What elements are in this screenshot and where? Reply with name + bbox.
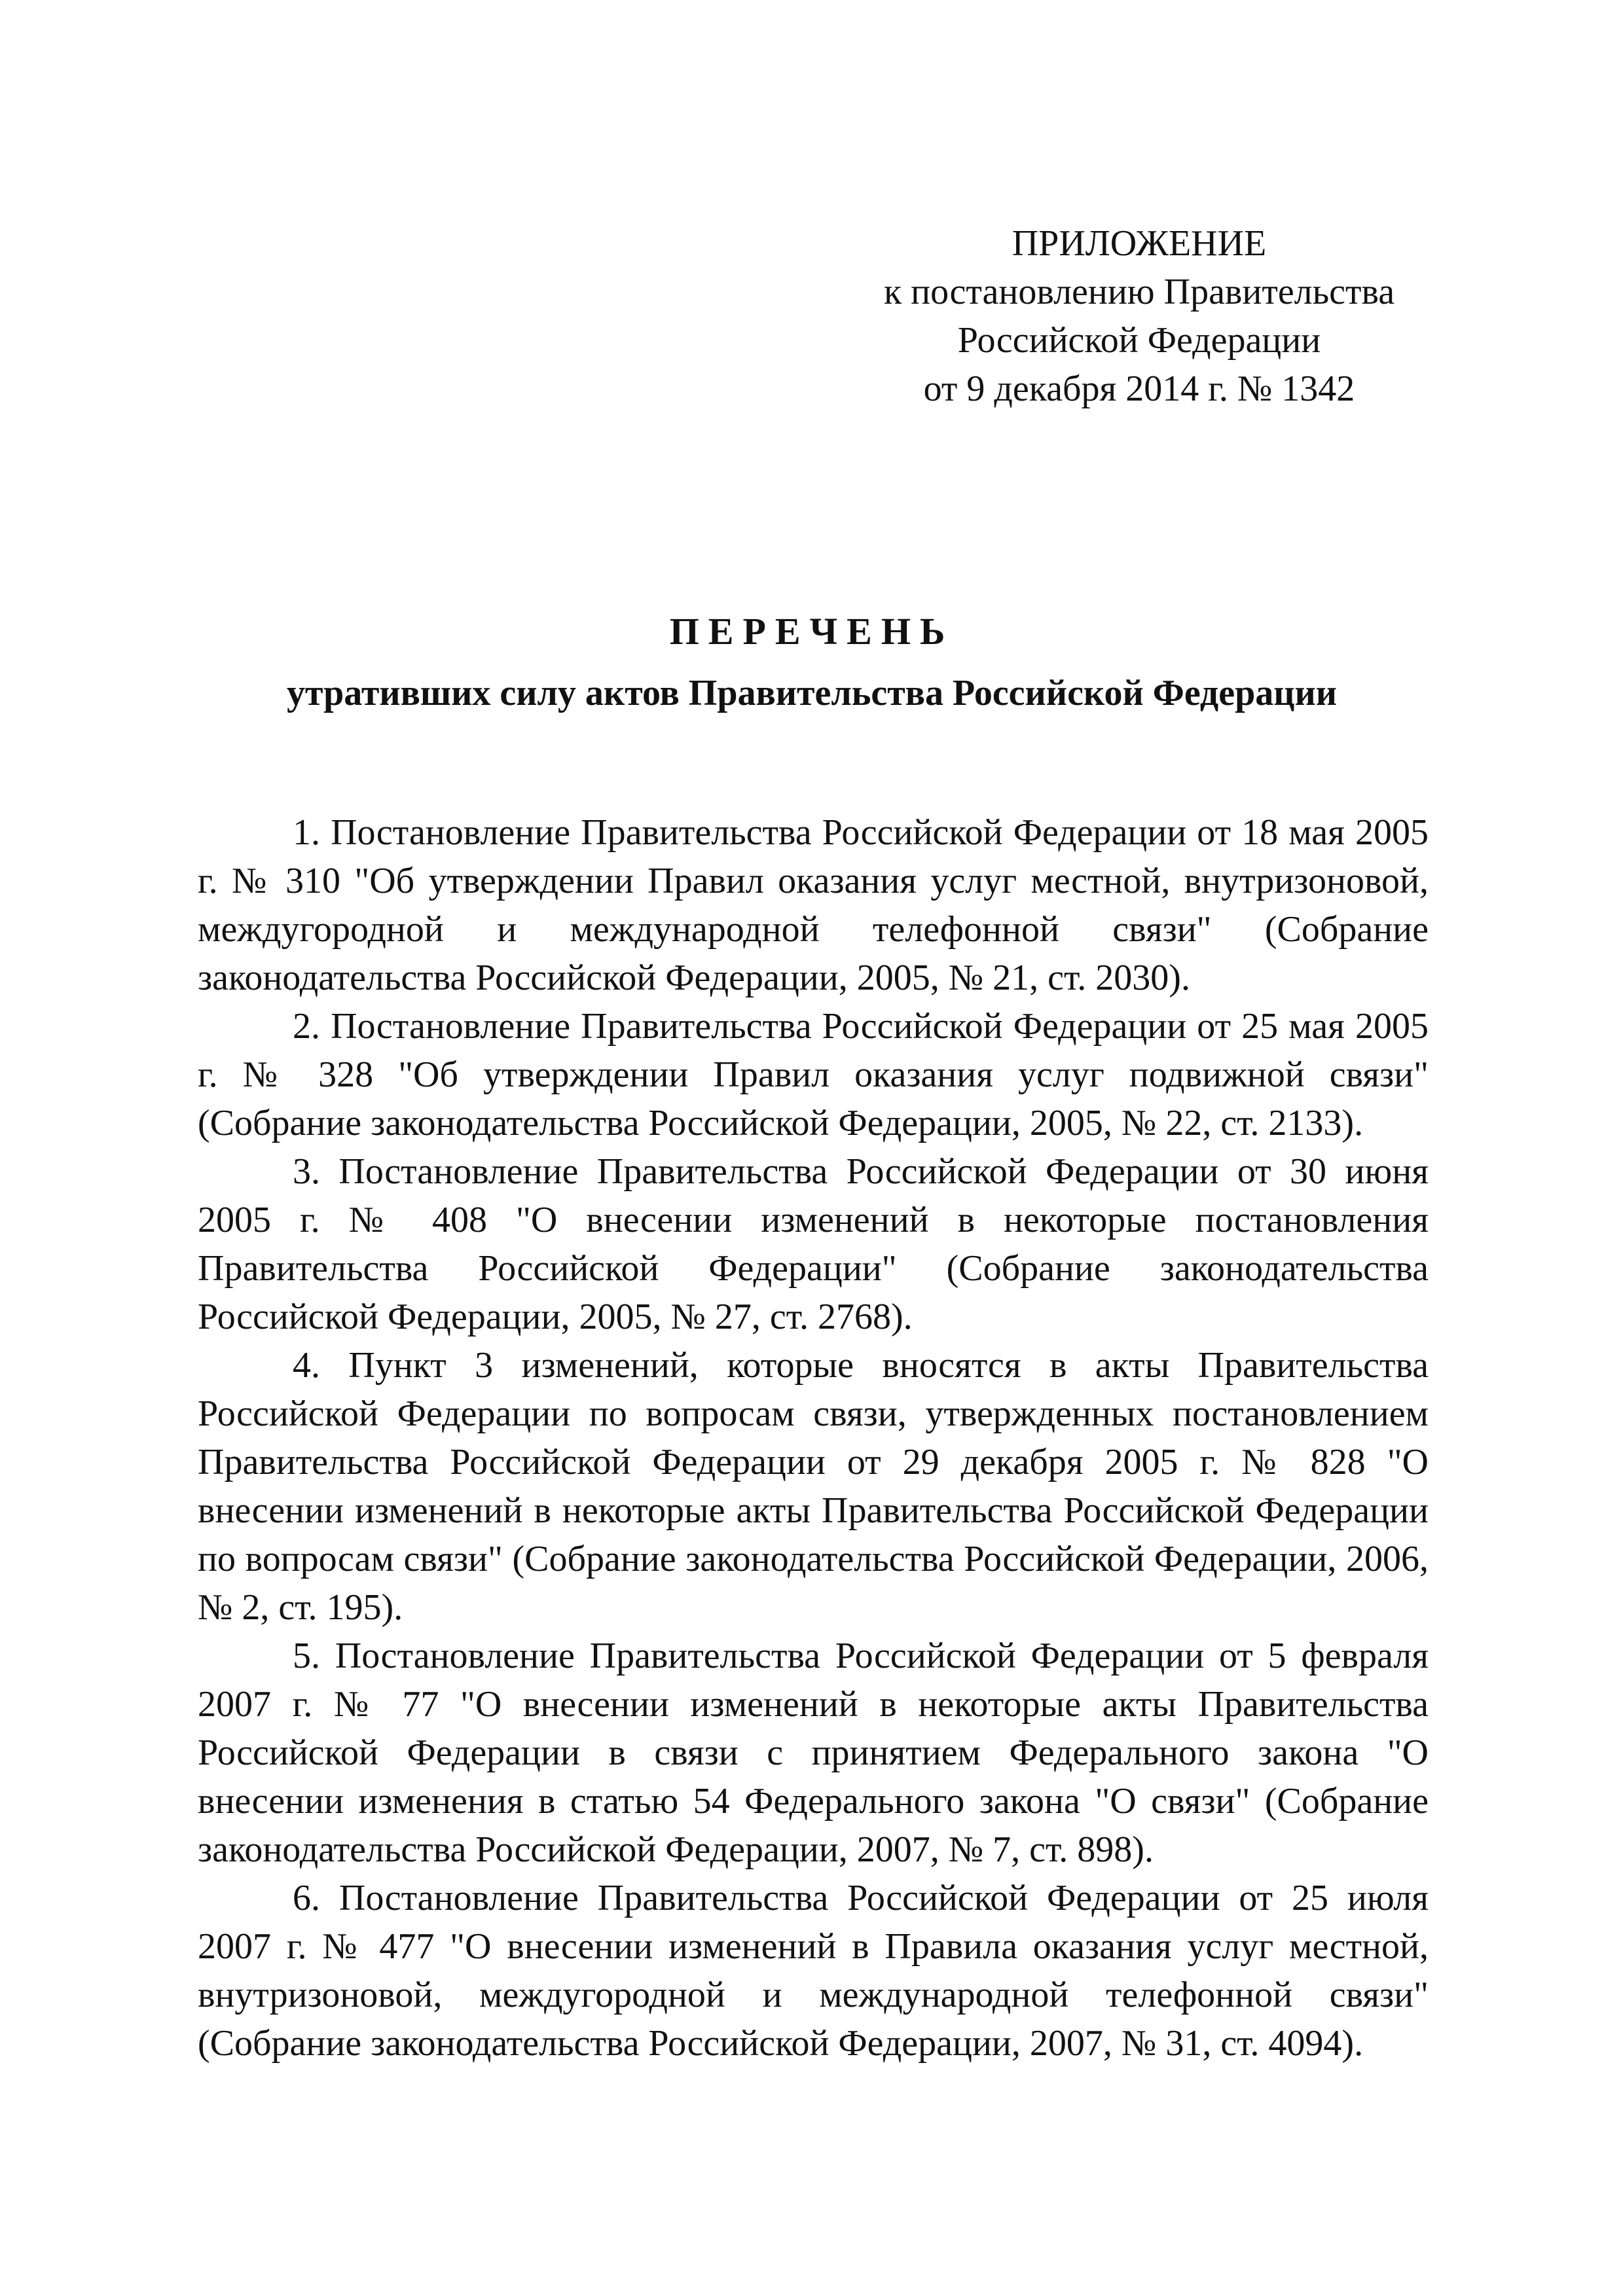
title-heading: ПЕРЕЧЕНЬ (669, 610, 955, 653)
appendix-reference: к постановлению Правительства (883, 272, 1395, 312)
appendix-label: ПРИЛОЖЕНИЕ (1012, 223, 1267, 264)
title-subheading: утративших силу актов Правительства Российской Федерации (286, 673, 1338, 713)
list-item-1: 1. Постановление Правительства Российской Федерации от 18 мая 2005 г. № 310 "Об утверждении Правил оказания услуг местной, внутризоновой, междугородной и международной телефонной связи" (Собрание законодательства Российской Федерации, 2005, № 21, ст. 2030). (198, 812, 1429, 998)
list-item-4: 4. Пункт 3 изменений, которые вносятся в акты Правительства Российской Федерации по вопросам связи, утвержденных постановлением Правительства Российской Федерации от 29 декабря 2005 г. № 828 "О внесении изменений в некоторые акты Правительства Российской Федерации по вопросам связи" (Собрание законодательства Российской Федерации, 2006, № 2, ст. 195). (198, 1345, 1429, 1628)
list-item-6: 6. Постановление Правительства Российской Федерации от 25 июля 2007 г. № 477 "О внесении изменений в Правила оказания услуг местной, внутризоновой, междугородной и международной телефонной связи" (Собрание законодательства Российской Федерации, 2007, № 31, ст. 4094). (198, 1878, 1429, 2064)
appendix-authority: Российской Федерации (957, 320, 1321, 361)
appendix-block (845, 219, 1434, 413)
appendix-date-number: от 9 декабря 2014 г. № 1342 (923, 368, 1355, 409)
list-item-2: 2. Постановление Правительства Российской Федерации от 25 мая 2005 г. № 328 "Об утверждении Правил оказания услуг подвижной связи" (Собрание законодательства Российской Федерации, 2005, № 22, ст. 2133). (198, 1006, 1429, 1143)
acts-list (198, 808, 1429, 2068)
list-item-3: 3. Постановление Правительства Российской Федерации от 30 июня 2005 г. № 408 "О внесении изменений в некоторые постановления Правительства Российской Федерации" (Собрание законодательства Российской Федерации, 2005, № 27, ст. 2768). (198, 1151, 1429, 1337)
document-title (196, 605, 1427, 719)
list-item-5: 5. Постановление Правительства Российской Федерации от 5 февраля 2007 г. № 77 "О внесении изменений в некоторые акты Правительства Российской Федерации в связи с принятием Федерального закона "О внесении изменения в статью 54 Федерального закона "О связи" (Собрание законодательства Российской Федерации, 2007, № 7, ст. 898). (198, 1636, 1429, 1870)
